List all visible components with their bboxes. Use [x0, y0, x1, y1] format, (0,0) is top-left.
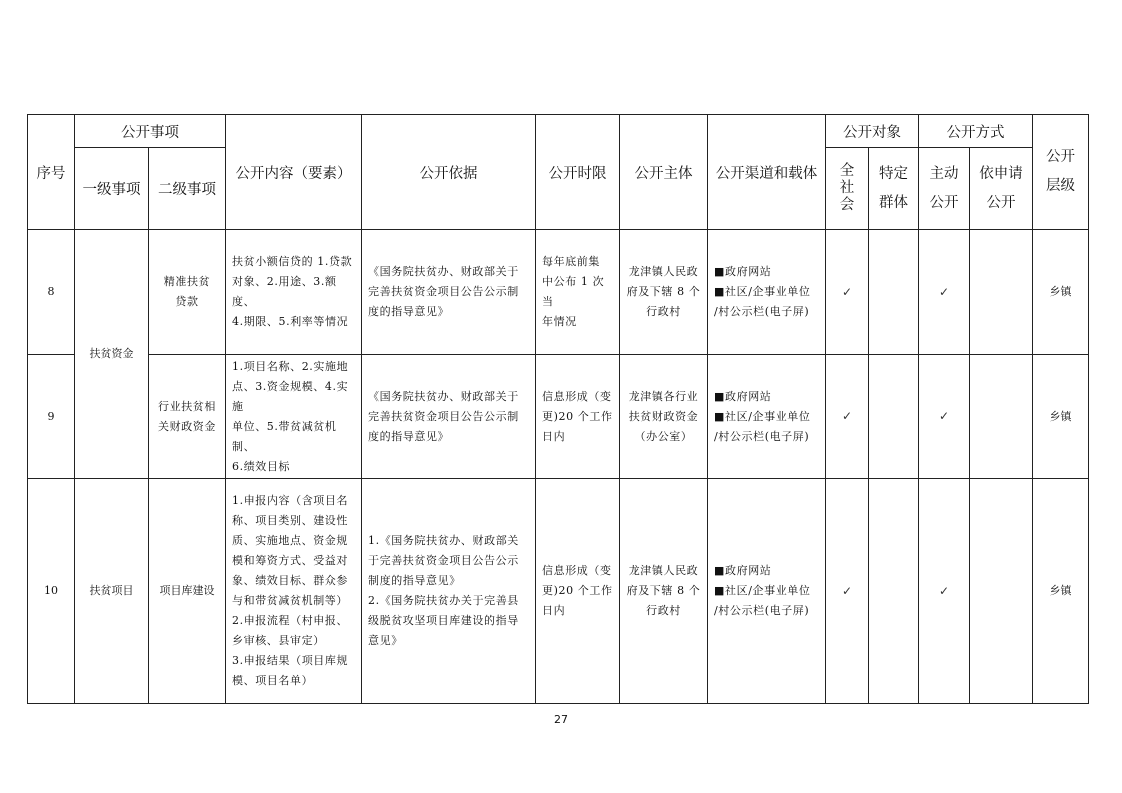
- row-level: 乡镇: [1033, 479, 1089, 704]
- row-method-active: [919, 479, 970, 704]
- row-subject: 龙津镇人民政 府及下辖 8 个 行政村: [620, 479, 708, 704]
- row-level1: 扶贫项目: [75, 479, 149, 704]
- header-method-request: 依申请 公开: [970, 148, 1033, 230]
- row-seq: 9: [28, 355, 75, 479]
- row-seq: 8: [28, 230, 75, 355]
- row-target-all: [826, 479, 869, 704]
- row-method-request: [970, 355, 1033, 479]
- header-level1: 一级事项: [75, 148, 149, 230]
- row-level2: 行业扶贫相 关财政资金: [149, 355, 226, 479]
- row-subject: 龙津镇各行业 扶贫财政资金 （办公室）: [620, 355, 708, 479]
- row-method-active: [919, 355, 970, 479]
- row-level1: 扶贫资金: [75, 230, 149, 479]
- row-target-specific: [869, 355, 919, 479]
- row-basis: 《国务院扶贫办、财政部关于 完善扶贫资金项目公告公示制 度的指导意见》: [362, 230, 536, 355]
- table-row: [28, 230, 1089, 355]
- row-channel: ■政府网站 ■社区/企事业单位 /村公示栏(电子屏): [708, 230, 826, 355]
- row-target-specific: [869, 230, 919, 355]
- table-row: [28, 355, 1089, 479]
- row-subject: 龙津镇人民政 府及下辖 8 个 行政村: [620, 230, 708, 355]
- row-basis: 《国务院扶贫办、财政部关于 完善扶贫资金项目公告公示制 度的指导意见》: [362, 355, 536, 479]
- check-icon: ✓: [938, 284, 950, 299]
- row-target-all: [826, 230, 869, 355]
- header-level2: 二级事项: [149, 148, 226, 230]
- row-content: 1.申报内容（含项目名 称、项目类别、建设性 质、实施地点、资金规 模和筹资方式、受益对 象、绩效目标、群众参 与和带贫减贫机制等） 2.申报流程（村申报、 乡审核、县审定） 3.申报结果（项目库规 模、项目名单）: [226, 479, 362, 704]
- page-number: 27: [554, 713, 568, 726]
- header-target-all: 全 社 会: [826, 148, 869, 230]
- header-row-1: [28, 115, 1089, 148]
- header-target-specific: 特定 群体: [869, 148, 919, 230]
- header-level: 公开 层级: [1033, 115, 1089, 230]
- row-basis: 1.《国务院扶贫办、财政部关 于完善扶贫资金项目公告公示 制度的指导意见》 2.《国务院扶贫办关于完善县 级脱贫攻坚项目库建设的指导 意见》: [362, 479, 536, 704]
- row-method-active: [919, 230, 970, 355]
- row-level2: 精准扶贫 贷款: [149, 230, 226, 355]
- header-target-group: 公开对象: [826, 115, 919, 148]
- row-method-request: [970, 230, 1033, 355]
- header-channel: 公开渠道和载体: [708, 115, 826, 230]
- row-channel: ■政府网站 ■社区/企事业单位 /村公示栏(电子屏): [708, 355, 826, 479]
- header-basis: 公开依据: [362, 115, 536, 230]
- header-method-group: 公开方式: [919, 115, 1033, 148]
- row-time-limit: 信息形成（变 更)20 个工作 日内: [536, 355, 620, 479]
- row-level2: 项目库建设: [149, 479, 226, 704]
- header-method-active: 主动 公开: [919, 148, 970, 230]
- row-time-limit: 信息形成（变 更)20 个工作 日内: [536, 479, 620, 704]
- row-channel: ■政府网站 ■社区/企事业单位 /村公示栏(电子屏): [708, 479, 826, 704]
- table-row: [28, 479, 1089, 704]
- row-seq: 10: [28, 479, 75, 704]
- check-icon: ✓: [841, 409, 853, 423]
- row-method-request: [970, 479, 1033, 704]
- header-items-group: 公开事项: [75, 115, 226, 148]
- row-time-limit: 每年底前集 中公布 1 次当 年情况: [536, 230, 620, 355]
- row-level: 乡镇: [1033, 355, 1089, 479]
- check-icon: ✓: [938, 409, 950, 423]
- row-content: 扶贫小额信贷的 1.贷款 对象、2.用途、3.额度、 4.期限、5.利率等情况: [226, 230, 362, 355]
- header-subject: 公开主体: [620, 115, 708, 230]
- header-content: 公开内容（要素）: [226, 115, 362, 230]
- header-seq: 序号: [28, 115, 75, 230]
- check-icon: ✓: [938, 583, 950, 598]
- disclosure-table: [27, 114, 1089, 704]
- check-icon: ✓: [841, 284, 853, 299]
- row-content: 1.项目名称、2.实施地 点、3.资金规模、4.实施 单位、5.带贫减贫机制、 6.绩效目标: [226, 355, 362, 479]
- check-icon: ✓: [841, 583, 853, 598]
- row-level: 乡镇: [1033, 230, 1089, 355]
- row-target-all: [826, 355, 869, 479]
- row-target-specific: [869, 479, 919, 704]
- header-time-limit: 公开时限: [536, 115, 620, 230]
